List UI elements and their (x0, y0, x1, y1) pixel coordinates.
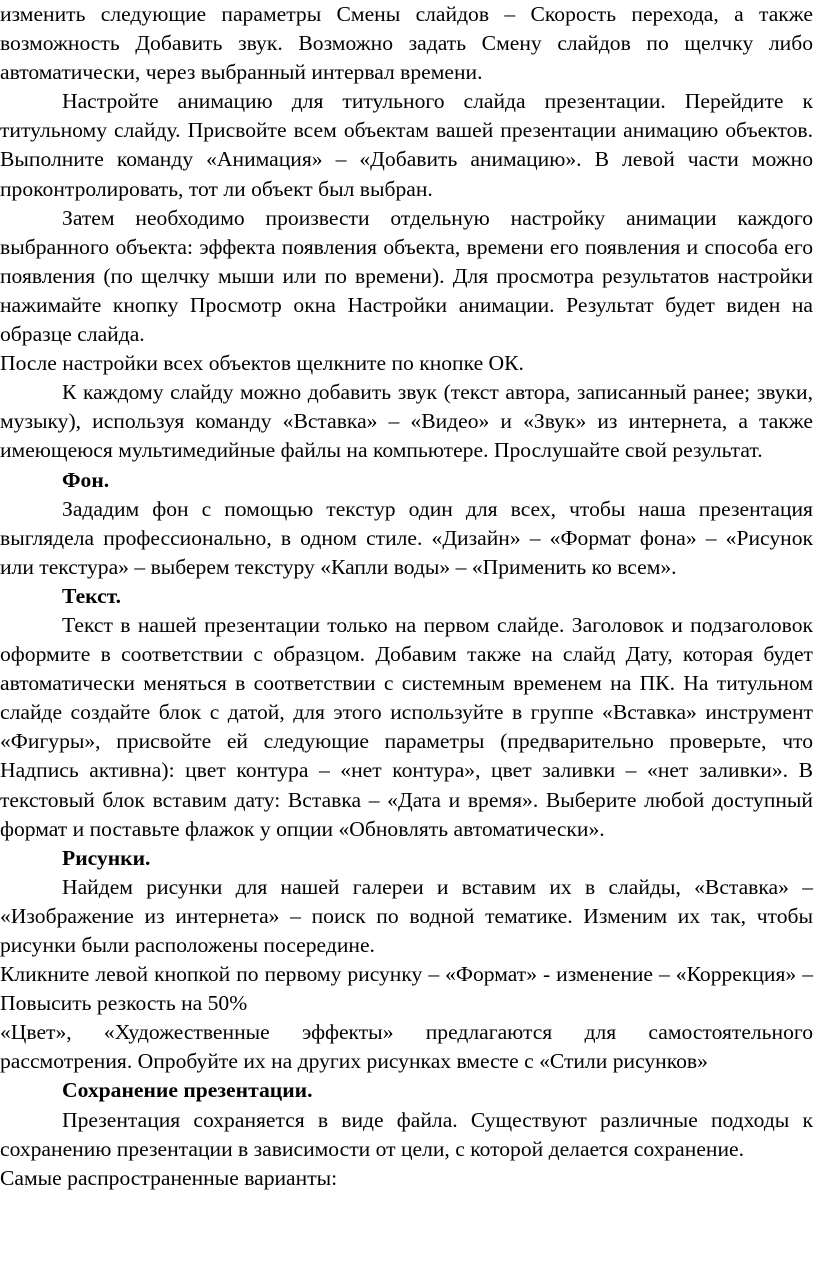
heading-background: Фон. (62, 467, 110, 492)
paragraph-pictures: Найдем рисунки для нашей галереи и вставим их в слайды, «Вставка» – «Изображение из интернета» – поиск по водной тематике. Изменим их так, чтобы рисунки были расположены посередине. (0, 874, 813, 957)
paragraph-add-sound: К каждому слайду можно добавить звук (текст автора, записанный ранее; звуки, музыку), используя команду «Вставка» – «Видео» и «Звук» из интернета, а также имеющеюся мультимедийные файлы на компьютере. Прослушайте свой результат. (0, 380, 813, 463)
paragraph-save-options: Самые распространенные варианты: (0, 1165, 338, 1190)
paragraph-title-animation: Настройте анимацию для титульного слайда презентации. Перейдите к титульному слайду. Присвойте всем объектам вашей презентации анимацию объектов. Выполните команду «Анимация» – «Добавить анимацию». В левой части можно проконтролировать, тот ли объект был выбран. (0, 89, 813, 201)
paragraph-slide-transition: изменить следующие параметры Смены слайдов – Скорость перехода, а также возможность Добавить звук. Возможно задать Смену слайдов по щелчку либо автоматически, через выбранный интервал времени. (0, 2, 813, 85)
heading-saving: Сохранение презентации. (62, 1078, 313, 1103)
paragraph-picture-correction: Кликните левой кнопкой по первому рисунку – «Формат» - изменение – «Коррекция» – Повысить резкость на 50% (0, 962, 813, 1016)
paragraph-animation-settings: Затем необходимо произвести отдельную настройку анимации каждого выбранного объекта: эффекта появления объекта, времени его появления и способа его появления (по щелчку мыши или по времени). Для просмотра результатов настройки нажимайте кнопку Просмотр окна Настройки анимации. Результат будет виден на образце слайда. (0, 205, 813, 347)
paragraph-ok-button: После настройки всех объектов щелкните по кнопке ОК. (0, 351, 524, 376)
paragraph-text: Текст в нашей презентации только на первом слайде. Заголовок и подзаголовок оформите в соответствии с образцом. Добавим также на слайд Дату, которая будет автоматически меняться в соответствии с системным временем на ПК. На титульном слайде создайте блок с датой, для этого используйте в группе «Вставка» инструмент «Фигуры», присвойте ей следующие параметры (предварительно проверьте, что Надпись активна): цвет контура – «нет контура», цвет заливки – «нет заливки». В текстовый блок вставим дату: Вставка – «Дата и время». Выберите любой доступный формат и поставьте флажок у опции «Обновлять автоматически». (0, 612, 813, 841)
heading-pictures: Рисунки. (62, 845, 151, 870)
paragraph-background: Зададим фон с помощью текстур один для всех, чтобы наша презентация выглядела профессионально, в одном стиле. «Дизайн» – «Формат фона» – «Рисунок или текстура» – выберем текстуру «Капли воды» – «Применить ко всем». (0, 496, 813, 579)
paragraph-saving: Презентация сохраняется в виде файла. Существуют различные подходы к сохранению презентации в зависимости от цели, с которой делается сохранение. (0, 1107, 813, 1161)
paragraph-picture-effects: «Цвет», «Художественные эффекты» предлагаются для самостоятельного рассмотрения. Опробуйте их на других рисунках вместе с «Стили рисунков» (0, 1020, 813, 1074)
heading-text: Текст. (62, 583, 122, 608)
